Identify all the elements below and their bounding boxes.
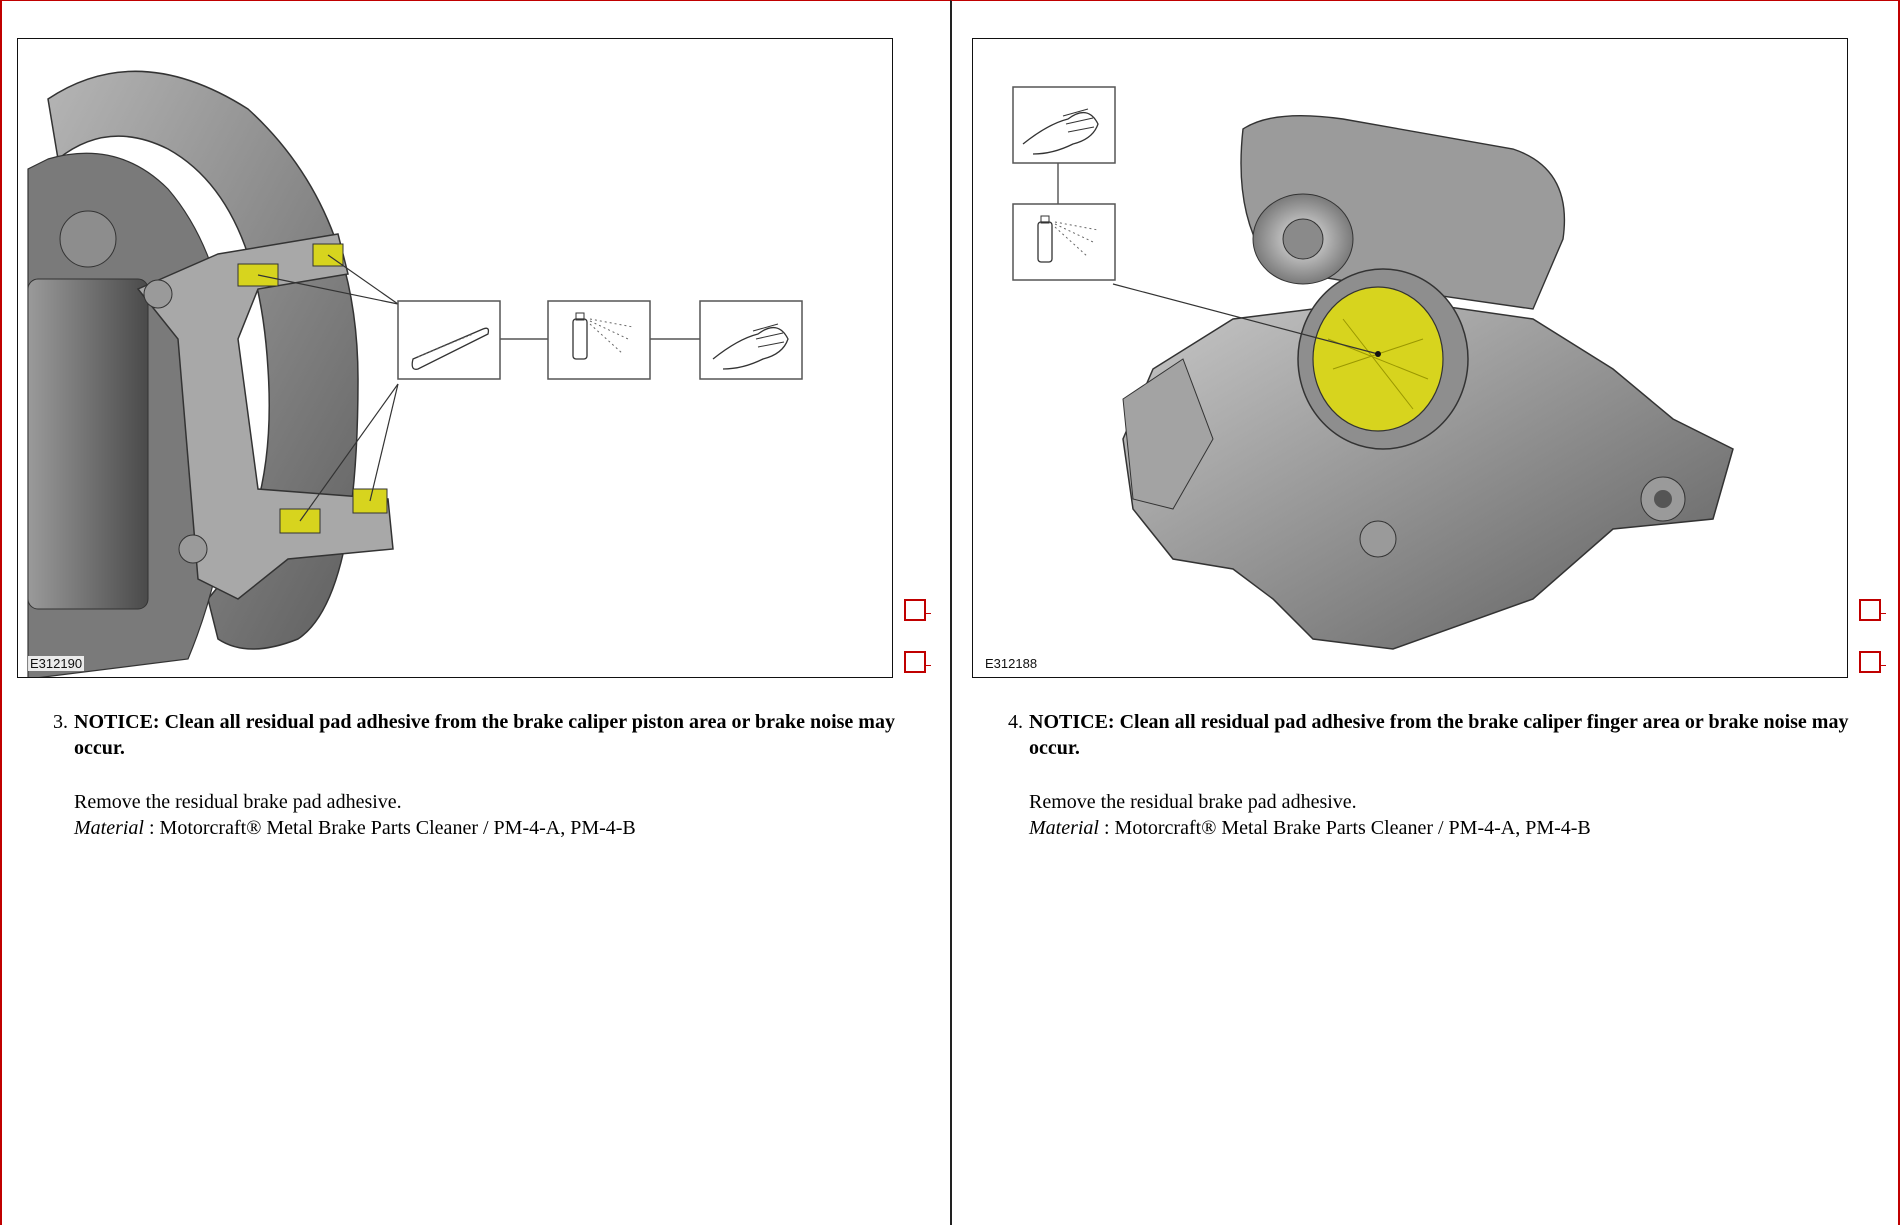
figure-id: E312190 — [30, 656, 83, 671]
checkbox-1[interactable] — [904, 599, 926, 621]
wipe-hands-icon — [700, 301, 802, 379]
brake-caliper-illustration — [973, 39, 1848, 678]
brake-bracket-illustration — [18, 39, 893, 678]
mounting-ear-2 — [1360, 521, 1396, 557]
material-line — [74, 815, 904, 841]
step-body — [74, 709, 904, 841]
figure-brake-caliper-bracket — [17, 38, 893, 678]
wire-brush-icon — [398, 301, 500, 379]
figure-id: E312188 — [985, 656, 1038, 671]
wipe-hands-icon — [1013, 87, 1115, 163]
material-line — [1029, 815, 1859, 841]
step-number: 4. — [1008, 711, 1023, 733]
instruction-text: Remove the residual brake pad adhesive. — [74, 791, 402, 813]
spray-can-icon — [1013, 204, 1115, 280]
checkbox-3[interactable] — [1859, 599, 1881, 621]
checkbox-2[interactable] — [904, 651, 926, 673]
knuckle-body — [28, 279, 148, 609]
hub-boss — [60, 211, 116, 267]
bracket-bolt-lower — [179, 535, 207, 563]
material-label: Material — [1029, 817, 1099, 839]
step-body — [1029, 709, 1859, 841]
step-number: 3. — [53, 711, 68, 733]
bracket-bolt-upper — [144, 280, 172, 308]
figure-brake-caliper — [972, 38, 1848, 678]
material-label: Material — [74, 817, 144, 839]
spray-can-icon — [548, 301, 650, 379]
material-value: : Motorcraft® Metal Brake Parts Cleaner / PM-4-A, PM-4-B — [144, 817, 636, 839]
instruction-text: Remove the residual brake pad adhesive. — [1029, 791, 1357, 813]
notice-text: NOTICE: Clean all residual pad adhesive from the brake caliper finger area or brake noise may occur. — [1029, 711, 1849, 759]
material-value: : Motorcraft® Metal Brake Parts Cleaner / PM-4-A, PM-4-B — [1099, 817, 1591, 839]
notice-text: NOTICE: Clean all residual pad adhesive from the brake caliper piston area or brake noise may occur. — [74, 711, 895, 759]
page-right — [950, 0, 1900, 1225]
checkbox-4[interactable] — [1859, 651, 1881, 673]
